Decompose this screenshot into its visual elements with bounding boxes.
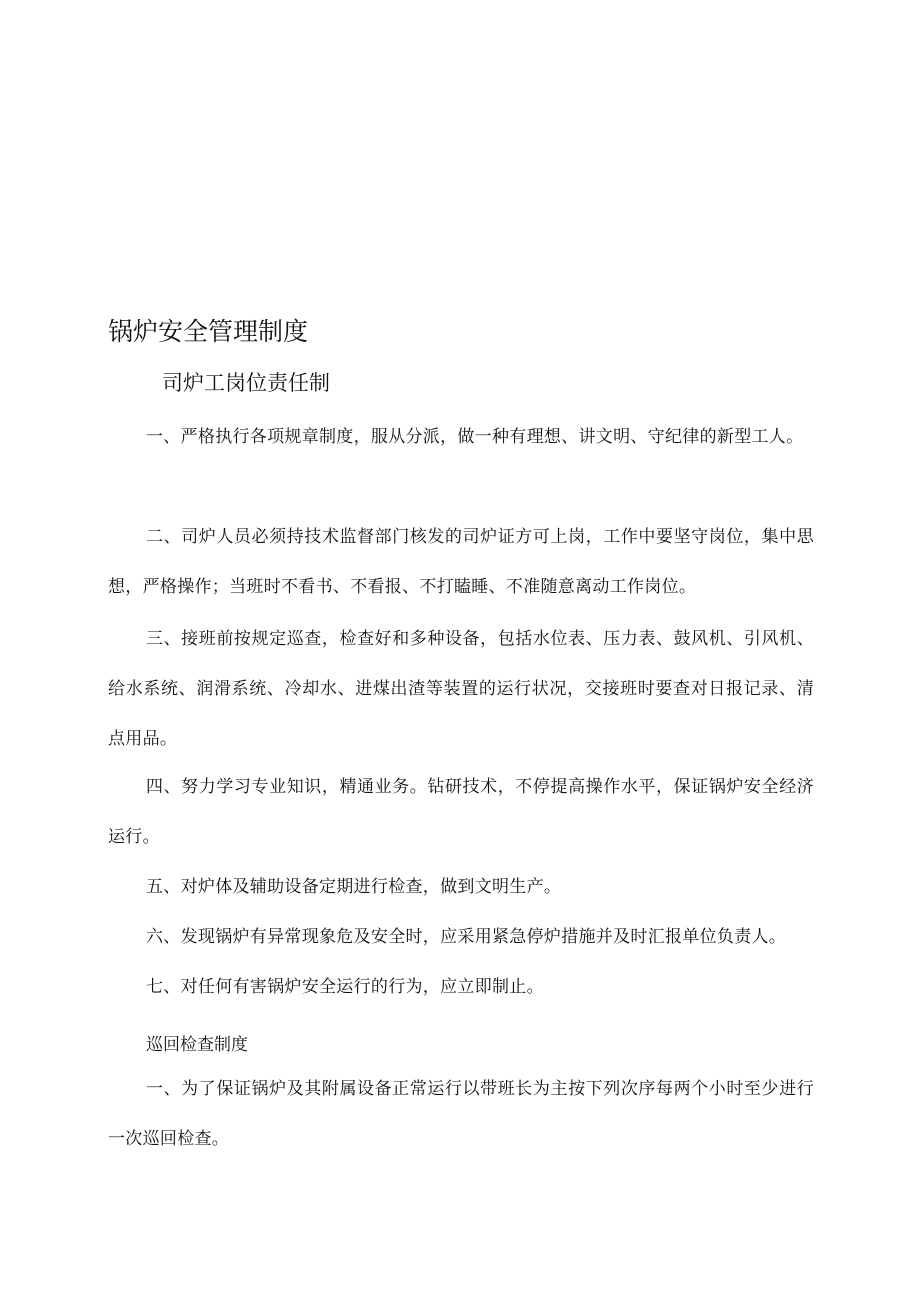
paragraph-5: 五、对炉体及辅助设备定期进行检查，做到文明生产。 — [146, 877, 562, 897]
paragraph-6: 六、发现锅炉有异常现象危及安全时，应采用紧急停炉措施并及时汇报单位负责人。 — [146, 927, 787, 947]
document-title: 锅炉安全管理制度 — [108, 317, 309, 346]
paragraph-2: 二、司炉人员必须持技术监督部门核发的司炉证方可上岗，工作中要坚守岗位，集中思想，严格操作；当班时不看书、不看报、不打瞌睡、不准随意离动工作岗位。 — [108, 527, 814, 597]
paragraph-4: 四、努力学习专业知识，精通业务。钻研技术，不停提高操作水平，保证锅炉安全经济运行。 — [108, 777, 814, 847]
paragraph-3: 三、接班前按规定巡查，检查好和多种设备，包括水位表、压力表、鼓风机、引风机、给水系统、润滑系统、冷却水、进煤出渣等装置的运行状况，交接班时要查对日报记录、清点用品。 — [108, 629, 814, 749]
paragraph-1: 一、严格执行各项规章制度，服从分派，做一种有理想、讲文明、守纪律的新型工人。 — [146, 427, 804, 447]
paragraph-7: 七、对任何有害锅炉安全运行的行为，应立即制止。 — [146, 977, 544, 997]
section-heading-patrol-inspection: 巡回检查制度 — [146, 1035, 248, 1055]
section-title-boiler-operator-duties: 司炉工岗位责任制 — [162, 371, 330, 395]
section2-paragraph-1: 一、为了保证锅炉及其附属设备正常运行以带班长为主按下列次序每两个小时至少进行一次巡回检查。 — [108, 1079, 814, 1149]
